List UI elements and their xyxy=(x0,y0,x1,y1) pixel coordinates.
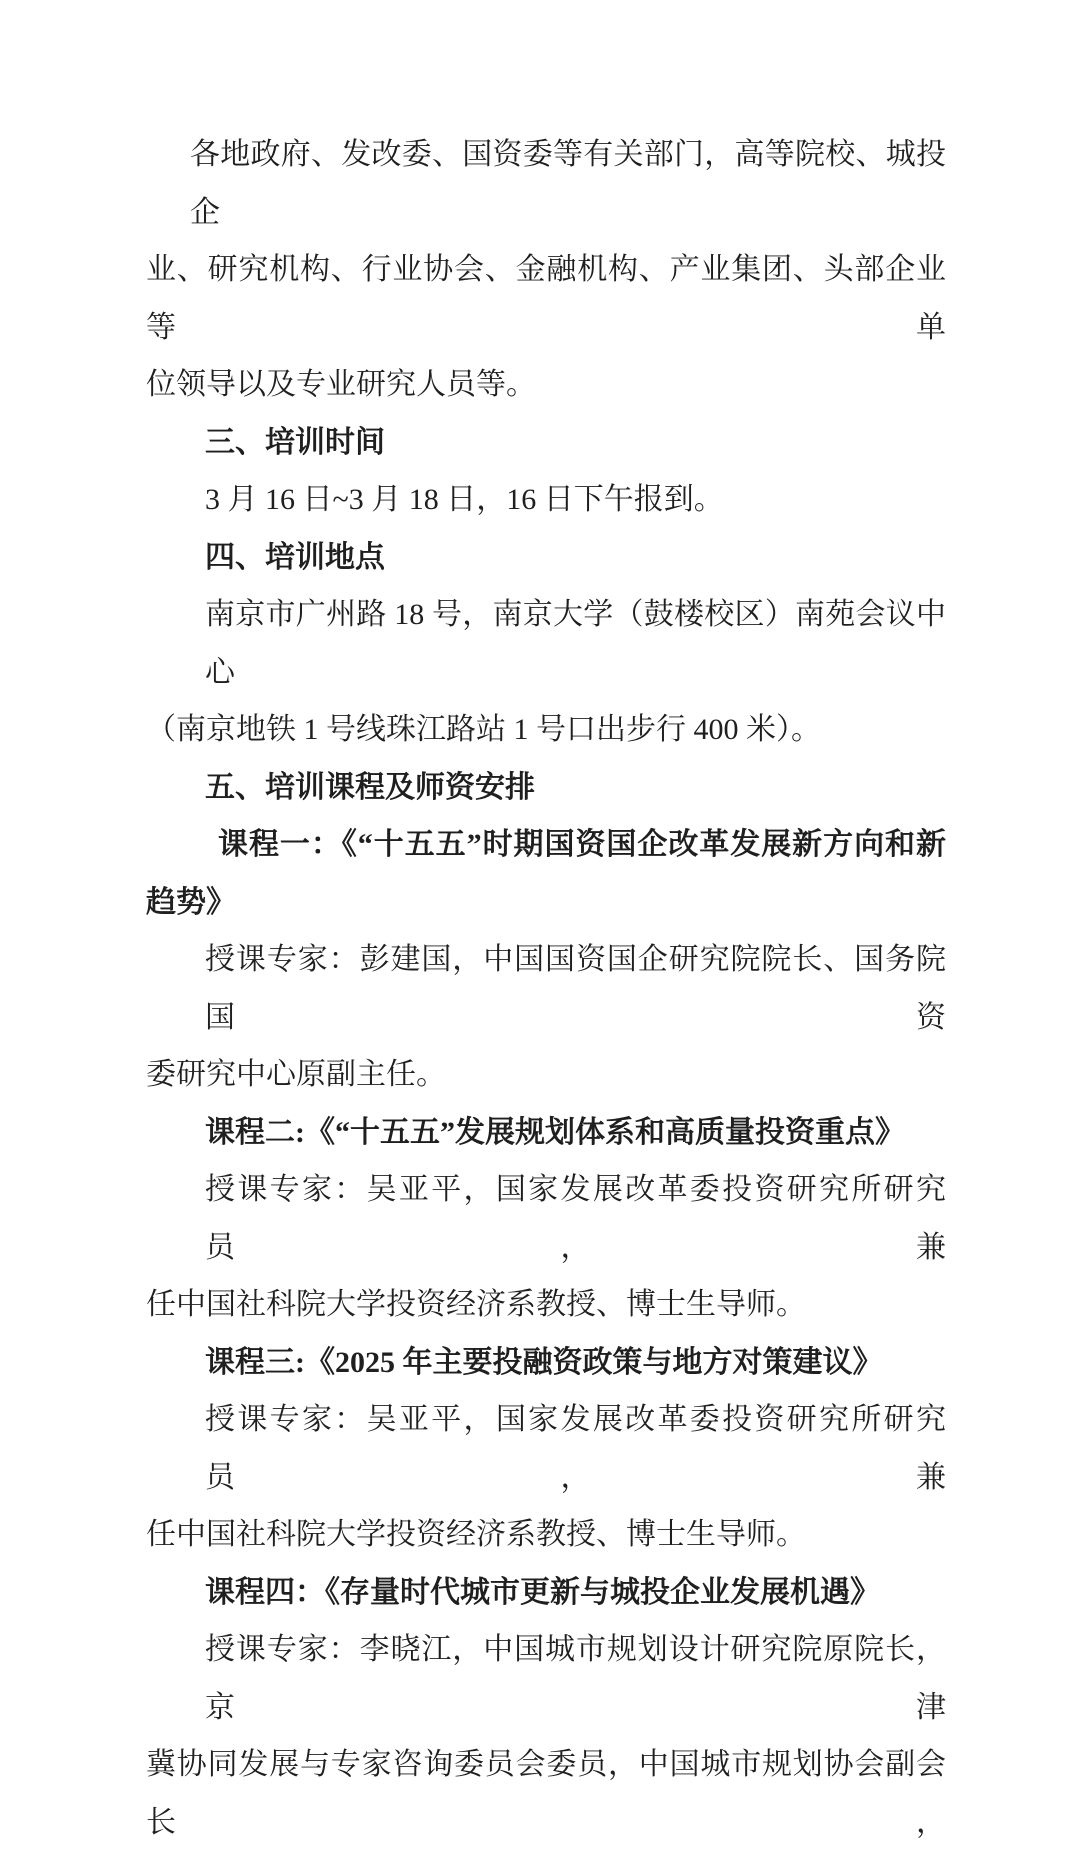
section-heading-courses: 五、培训课程及师资安排 xyxy=(205,770,535,804)
course-2-expert-line-1: 授课专家：吴亚平，国家发展改革委投资研究所研究员，兼 xyxy=(205,1173,946,1264)
audience-line-2: 业、研究机构、行业协会、金融机构、产业集团、头部企业等单 xyxy=(146,253,946,344)
section-heading-training-location: 四、培训地点 xyxy=(205,540,385,574)
course-1-expert-line-2: 委研究中心原副主任。 xyxy=(146,1058,446,1091)
course-1-expert-line-1: 授课专家：彭建国，中国国资国企研究院院长、国务院国资 xyxy=(205,943,946,1034)
course-4-expert-line-1: 授课专家：李晓江，中国城市规划设计研究院原院长，京津 xyxy=(205,1633,946,1724)
training-location-line-2: （南京地铁 1 号线珠江路站 1 号口出步行 400 米）。 xyxy=(146,713,821,746)
course-3-expert-line-1: 授课专家：吴亚平，国家发展改革委投资研究所研究员，兼 xyxy=(205,1403,946,1494)
training-location-line-1: 南京市广州路 18 号，南京大学（鼓楼校区）南苑会议中心 xyxy=(205,598,946,689)
course-3-title: 课程三:《2025 年主要投融资政策与地方对策建议》 xyxy=(205,1345,883,1379)
course-4-expert-line-2: 冀协同发展与专家咨询委员会委员，中国城市规划协会副会长， xyxy=(146,1748,946,1839)
course-1-title-line-1: 课程一：《“十五五”时期国资国企改革发展新方向和新 xyxy=(218,828,946,861)
training-time-schedule: 3 月 16 日~3 月 18 日，16 日下午报到。 xyxy=(205,483,724,516)
course-1-title-line-2: 趋势》 xyxy=(146,885,236,919)
course-2-title: 课程二:《“十五五”发展规划体系和高质量投资重点》 xyxy=(205,1115,905,1149)
course-4-title: 课程四：《存量时代城市更新与城投企业发展机遇》 xyxy=(205,1575,880,1609)
course-2-expert-line-2: 任中国社科院大学投资经济系教授、博士生导师。 xyxy=(146,1288,806,1321)
section-heading-training-time: 三、培训时间 xyxy=(205,425,385,459)
course-3-expert-line-2: 任中国社科院大学投资经济系教授、博士生导师。 xyxy=(146,1518,806,1551)
audience-line-3: 位领导以及专业研究人员等。 xyxy=(146,368,536,401)
audience-line-1: 各地政府、发改委、国资委等有关部门，高等院校、城投企 xyxy=(190,138,946,229)
